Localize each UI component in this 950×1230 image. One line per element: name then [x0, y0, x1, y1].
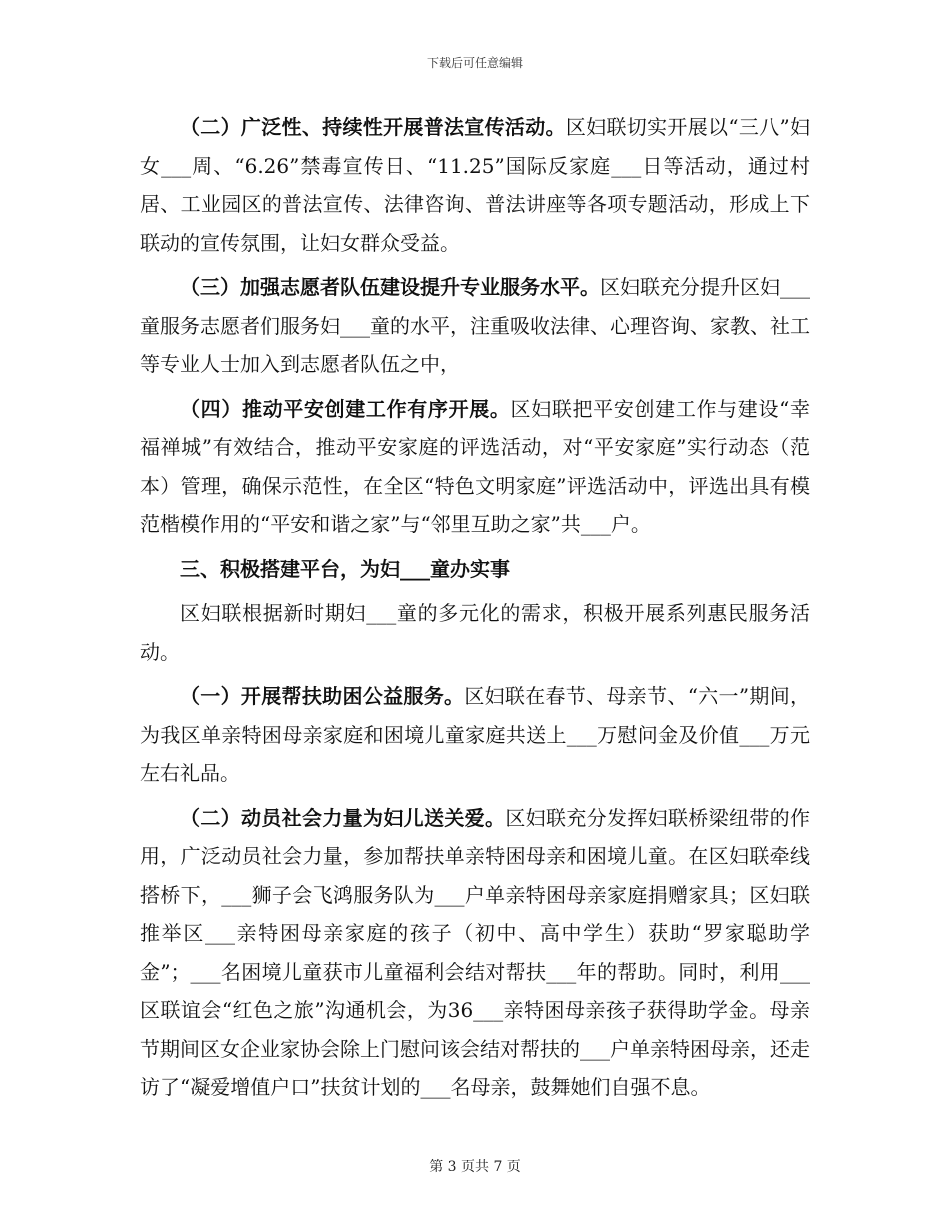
page-header: 下载后可任意编辑	[426, 56, 523, 70]
paragraph-text: 区妇联切实开展以“三八”妇女___周、“6.26”禁毒宣传日、“11.25”国际反家庭___日等活动，通过村居、工业园区的普法宣传、法律咨询、普法讲座等各项专题活动，形成上下联动的宣传氛围，让妇女群众受益。	[140, 115, 811, 255]
page-footer: 第 3 页共 7 页	[429, 1159, 521, 1175]
paragraph-heading: （四）推动平安创建工作有序开展。	[180, 396, 511, 421]
paragraph-heading: （三）加强志愿者队伍建设提升专业服务水平。	[180, 275, 600, 299]
section-heading: 三、积极搭建平台，为妇___童办实事	[180, 556, 510, 581]
document-body	[140, 108, 810, 1107]
paragraph-volunteers	[140, 268, 810, 384]
paragraph-text: 区妇联充分发挥妇联桥梁纽带的作用，广泛动员社会力量，参加帮扶单亲特困母亲和困境儿童。在区妇联牵线搭桥下，___狮子会飞鸿服务队为___户单亲特困母亲家庭捐赠家具；区妇联推举区___亲特困母亲家庭的孩子（初中、高中学生）获助“罗家聪助学金”；___名困境儿童获市儿童福利会结对帮扶___年的帮助。同时，利用___区联谊会“红色之旅”沟通机会，为36___亲特困母亲孩子获得助学金。母亲节期间区女企业家协会除上门慰问该会结对帮扶的___户单亲特困母亲，还走访了“凝爱增值户口”扶贫计划的___名母亲，鼓舞她们自强不息。	[140, 805, 811, 1099]
paragraph-heading: （一）开展帮扶助困公益服务。	[180, 684, 465, 708]
paragraph-heading: （二）广泛性、持续性开展普法宣传活动。	[180, 115, 566, 139]
paragraph-text: 区妇联根据新时期妇___童的多元化的需求，积极开展系列惠民服务活动。	[140, 601, 810, 664]
paragraph-text: 区妇联把平安创建工作与建设“幸福禅城”有效结合，推动平安家庭的评选活动，对“平安家庭”实行动态（范本）管理，确保示范性，在全区“特色文明家庭”评选活动中，评选出具有模范楷模作用的“平安和谐之家”与“邻里互助之家”共___户。	[140, 396, 810, 536]
paragraph-publicity	[140, 108, 810, 262]
paragraph-safety	[140, 390, 810, 544]
paragraph-text: 区妇联充分提升区妇___童服务志愿者们服务妇___童的水平，注重吸收法律、心理咨询、家教、社工等专业人士加入到志愿者队伍之中，	[140, 275, 810, 376]
paragraph-text: 区妇联在春节、母亲节、“六一”期间，为我区单亲特困母亲家庭和困境儿童家庭共送上___万慰问金及价值___万元左右礼品。	[140, 684, 810, 785]
paragraph-intro	[140, 594, 810, 671]
paragraph-assistance	[140, 677, 810, 793]
paragraph-heading: （二）动员社会力量为妇儿送关爱。	[180, 805, 506, 830]
paragraph-social-forces	[140, 799, 810, 1107]
